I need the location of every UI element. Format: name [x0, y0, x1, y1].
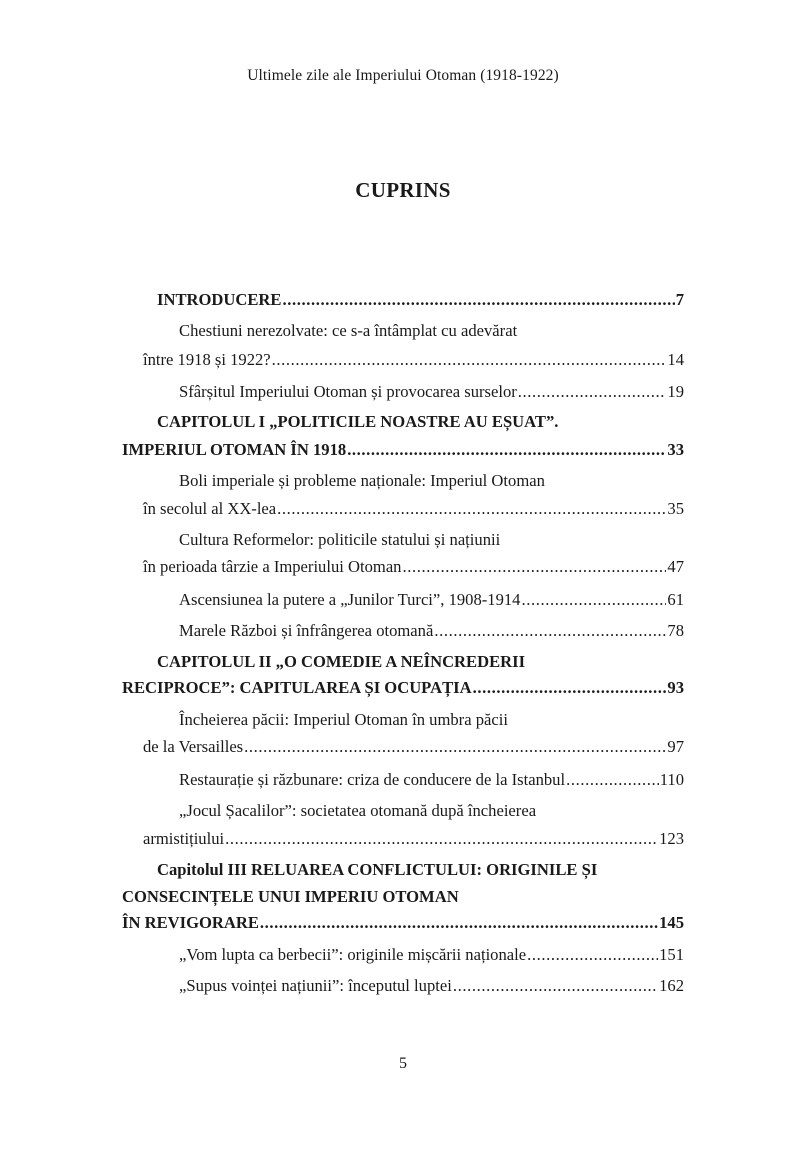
- dot-leader: [347, 438, 666, 462]
- dot-leader: [225, 827, 658, 851]
- toc-page-number: 162: [659, 976, 684, 995]
- toc-page-number: 78: [667, 621, 684, 640]
- toc-page-number: 93: [667, 678, 684, 697]
- running-header: Ultimele zile ale Imperiului Otoman (1918-1922): [247, 67, 559, 84]
- toc-page-number: 7: [675, 290, 684, 309]
- toc-entry-chapter-2[interactable]: [122, 676, 684, 700]
- toc-entry-title: ÎN REVIGORARE: [122, 913, 259, 932]
- dot-leader: [282, 288, 674, 312]
- page-title: CUPRINS: [355, 178, 451, 202]
- toc-page-number: 97: [667, 737, 684, 756]
- toc-entry-cap1-1[interactable]: [143, 497, 684, 521]
- toc-entry-intro-2[interactable]: [179, 380, 684, 404]
- dot-leader: [244, 735, 666, 759]
- toc-entry-chapter-3[interactable]: [122, 911, 684, 935]
- toc-entry-cap3-1[interactable]: [179, 943, 684, 967]
- dot-leader: [272, 348, 667, 372]
- dot-leader: [473, 676, 667, 700]
- dot-leader: [518, 380, 667, 404]
- toc-entry-title: IMPERIUL OTOMAN ÎN 1918: [122, 440, 347, 459]
- dot-leader: [453, 974, 658, 998]
- toc-entry-chapter-1[interactable]: [122, 438, 684, 462]
- toc-page-number: 35: [667, 499, 684, 518]
- toc-entry-title: „Supus voinței națiunii”: începutul luptei: [179, 976, 452, 995]
- toc-entry-title: Sfârșitul Imperiului Otoman și provocarea surselor: [179, 382, 517, 401]
- toc-entry-title: în perioada târzie a Imperiului Otoman: [143, 557, 402, 576]
- toc-entry-title: Restaurație și răzbunare: criza de conducere de la Istanbul: [179, 770, 566, 789]
- dot-leader: [402, 555, 666, 579]
- toc-entry-title: „Vom lupta ca berbecii”: originile mișcării naționale: [179, 945, 527, 964]
- toc-entry-title: între 1918 și 1922?: [143, 350, 271, 369]
- toc-chapter-title-line: CONSECINȚELE UNUI IMPERIU OTOMAN: [122, 887, 459, 906]
- toc-entry-cap1-3[interactable]: [179, 588, 684, 612]
- dot-leader: [434, 619, 666, 643]
- toc-entry-title: de la Versailles: [143, 737, 244, 756]
- toc-page-number: 61: [667, 590, 684, 609]
- toc-entry-title: armistițiului: [143, 829, 225, 848]
- dot-leader: [527, 943, 658, 967]
- toc-page-number: 33: [667, 440, 684, 459]
- toc-entry-title-line: Chestiuni nerezolvate: ce s-a întâmplat cu adevărat: [179, 321, 518, 340]
- toc-entry-title: Marele Război și înfrângerea otomană: [179, 621, 434, 640]
- toc-entry-title-line: „Jocul Șacalilor”: societatea otomană după încheierea: [179, 801, 537, 820]
- dot-leader: [521, 588, 666, 612]
- toc-page-number: 145: [659, 913, 684, 932]
- toc-chapter-title-line: Capitolul III RELUAREA CONFLICTULUI: ORIGINILE ȘI: [157, 860, 598, 879]
- toc-page-number: 47: [667, 557, 684, 576]
- toc-chapter-title-line: CAPITOLUL I „POLITICILE NOASTRE AU EȘUAT”.: [157, 412, 559, 431]
- toc-page-number: 14: [667, 350, 684, 369]
- toc-entry-title-line: Încheierea păcii: Imperiul Otoman în umbra păcii: [179, 710, 508, 729]
- dot-leader: [277, 497, 666, 521]
- toc-entry-cap1-4[interactable]: [179, 619, 684, 643]
- toc-entry-title: în secolul al XX-lea: [143, 499, 277, 518]
- toc-entry-cap3-2[interactable]: [179, 974, 684, 998]
- toc-entry-title-line: Cultura Reformelor: politicile statului și națiunii: [179, 530, 501, 549]
- toc-page-number: 123: [659, 829, 684, 848]
- toc-page-number: 151: [659, 945, 684, 964]
- toc-chapter-title-line: CAPITOLUL II „O COMEDIE A NEÎNCREDERII: [157, 652, 526, 671]
- page-number: 5: [399, 1055, 407, 1072]
- toc-entry-title: RECIPROCE”: CAPITULAREA ȘI OCUPAȚIA: [122, 678, 472, 697]
- toc-page-number: 110: [659, 770, 684, 789]
- toc-entry-intro-1[interactable]: [143, 348, 684, 372]
- toc-entry-cap2-1[interactable]: [143, 735, 684, 759]
- toc-entry-title-line: Boli imperiale și probleme naționale: Imperiul Otoman: [179, 471, 545, 490]
- dot-leader: [260, 911, 658, 935]
- toc-page-number: 19: [667, 382, 684, 401]
- toc-entry-introducere[interactable]: [157, 288, 684, 312]
- dot-leader: [566, 768, 659, 792]
- toc-entry-cap1-2[interactable]: [143, 555, 684, 579]
- toc-entry-title: Ascensiunea la putere a „Junilor Turci”, 1908-1914: [179, 590, 521, 609]
- toc-entry-cap2-3[interactable]: [143, 827, 684, 851]
- toc-entry-title: INTRODUCERE: [157, 290, 282, 309]
- toc-entry-cap2-2[interactable]: [179, 768, 684, 792]
